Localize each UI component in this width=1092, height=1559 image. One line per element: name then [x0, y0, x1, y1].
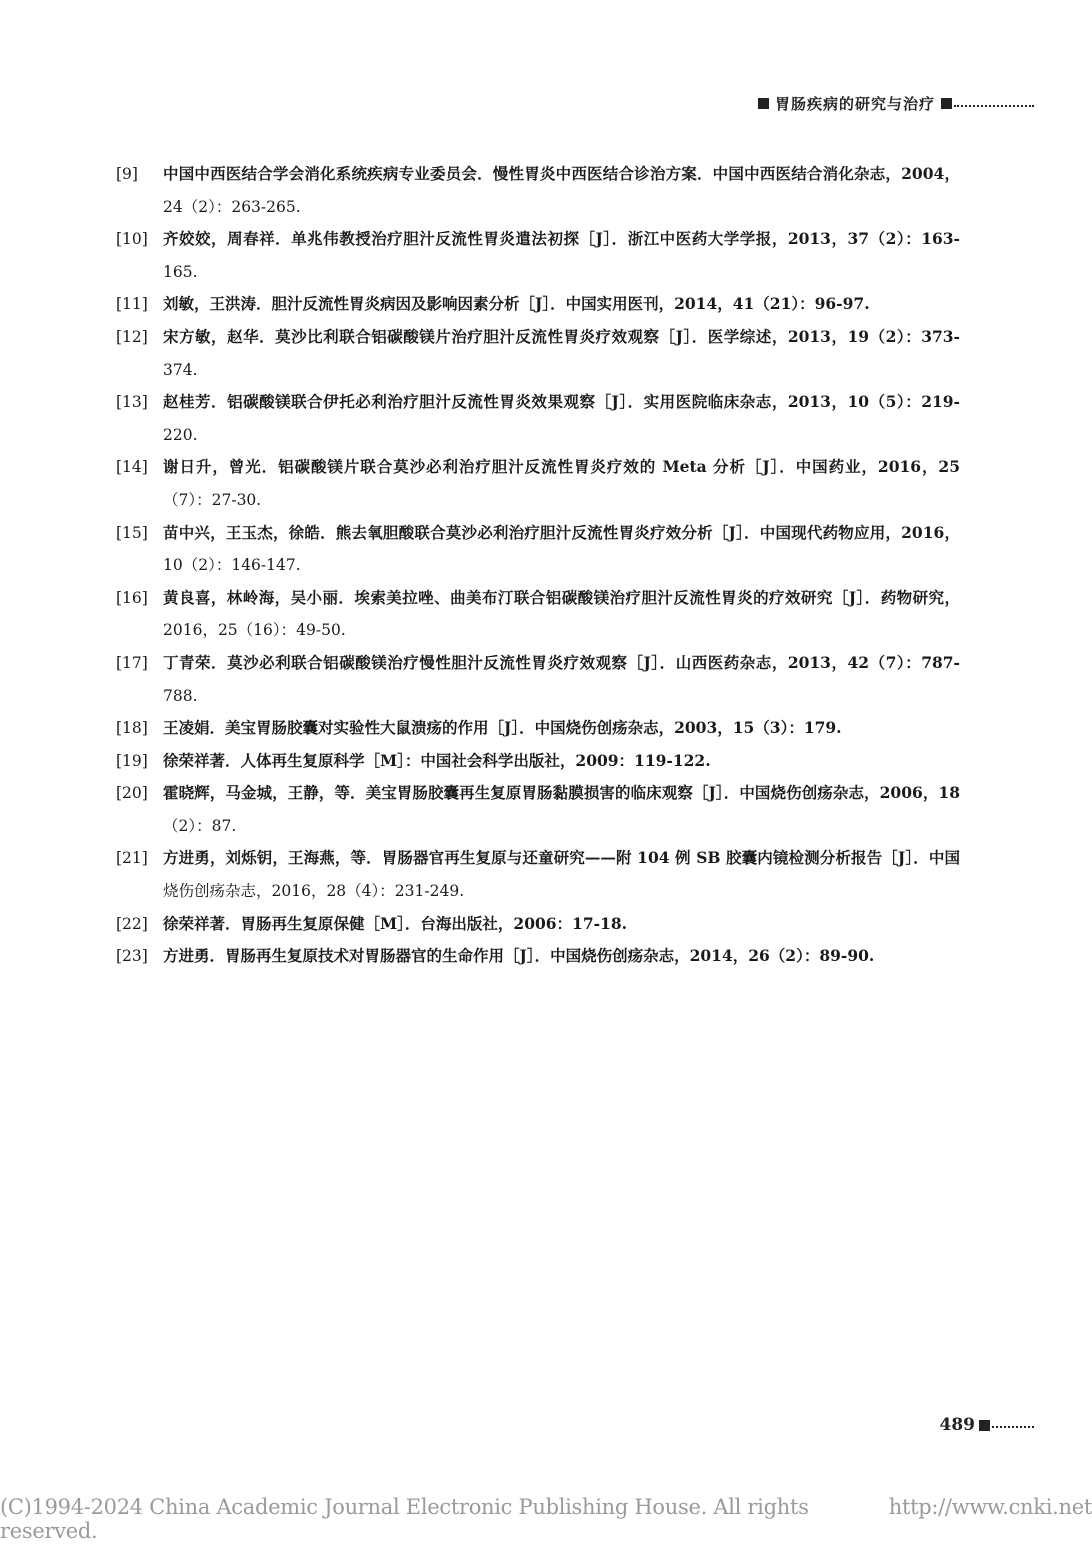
header-title: 胃肠疾病的研究与治疗 [774, 95, 935, 113]
square-bullet-icon [979, 1420, 990, 1431]
reference-text: 徐荣祥著．人体再生复原科学［M］：中国社会科学出版社，2009：119-122. [163, 750, 711, 770]
reference-number: [14] [116, 458, 148, 477]
reference-text: 徐荣祥著．胃肠再生复原保健［M］．台海出版社，2006：17-18. [163, 913, 628, 933]
reference-text: 齐姣姣，周春祥．单兆伟教授治疗胆汁反流性胃炎遣法初探［J］．浙江中医药大学学报，2013，37（2）：163-165. [163, 229, 960, 281]
reference-number: [11] [116, 295, 148, 314]
copyright-notice: (C)1994-2024 China Academic Journal Electronic Publishing House. All rights reserved. [0, 1495, 809, 1543]
reference-item [116, 842, 960, 907]
reference-number: [22] [116, 914, 148, 933]
reference-item [116, 908, 960, 941]
reference-text: 黄良喜，林岭海，吴小丽．埃索美拉唑、曲美布汀联合铝碳酸镁治疗胆汁反流性胃炎的疗效研究［J］．药物研究，2016，25（16）：49-50. [163, 587, 960, 640]
reference-item [116, 777, 960, 842]
reference-text: 丁青荣．莫沙必利联合铝碳酸镁治疗慢性胆汁反流性胃炎疗效观察［J］．山西医药杂志，2013，42（7）：787-788. [163, 652, 960, 705]
page-footer [940, 1415, 1035, 1435]
reference-item [116, 647, 960, 712]
reference-number: [9] [116, 165, 138, 183]
reference-number: [12] [116, 327, 148, 346]
reference-number: [16] [116, 588, 148, 607]
reference-text: 赵桂芳．铝碳酸镁联合伊托必利治疗胆汁反流性胃炎效果观察［J］．实用医院临床杂志，2013，10（5）：219-220. [163, 392, 960, 444]
reference-text: 刘敏，王洪涛．胆汁反流性胃炎病因及影响因素分析［J］．中国实用医刊，2014，41（21）：96-97. [163, 294, 870, 314]
reference-number: [23] [116, 947, 148, 966]
page-number: 489 [939, 1415, 975, 1435]
reference-number: [19] [116, 751, 148, 770]
reference-item [116, 288, 960, 321]
reference-item [116, 940, 960, 973]
reference-text: 方进勇．胃肠再生复原技术对胃肠器官的生命作用［J］．中国烧伤创疡杂志，2014，26（2）：89-90. [163, 946, 875, 966]
reference-item [116, 712, 960, 745]
reference-item [116, 158, 960, 223]
reference-text: 王凌娟．美宝胃肠胶囊对实验性大鼠溃疡的作用［J］．中国烧伤创疡杂志，2003，15（3）：179. [163, 718, 842, 738]
reference-text: 中国中西医结合学会消化系统疾病专业委员会．慢性胃炎中西医结合诊治方案．中国中西医结合消化杂志，2004，24（2）：263-265. [163, 164, 960, 216]
reference-item [116, 517, 960, 582]
square-bullet-icon [758, 98, 769, 109]
reference-text: 方进勇，刘烁钥，王海燕，等．胃肠器官再生复原与还童研究——附 104 例 SB 胶囊内镜检测分析报告［J］．中国烧伤创疡杂志，2016，28（4）：231-249. [163, 848, 960, 901]
reference-text: 宋方敏，赵华．莫沙比利联合铝碳酸镁片治疗胆汁反流性胃炎疗效观察［J］．医学综述，2013，19（2）：373-374. [163, 326, 960, 379]
reference-text: 霍晓辉，马金城，王静，等．美宝胃肠胶囊再生复原胃肠黏膜损害的临床观察［J］．中国烧伤创疡杂志，2006，18（2）：87. [163, 783, 960, 835]
reference-number: [18] [116, 719, 148, 738]
copyright-watermark [0, 1495, 1092, 1543]
reference-text: 苗中兴，王玉杰，徐皓．熊去氧胆酸联合莫沙必利治疗胆汁反流性胃炎疗效分析［J］．中国现代药物应用，2016，10（2）：146-147. [163, 522, 960, 575]
dotted-leader [954, 105, 1034, 107]
reference-item [116, 321, 960, 386]
running-header [758, 93, 1034, 114]
reference-item [116, 451, 960, 516]
square-bullet-icon [941, 98, 952, 109]
reference-number: [10] [116, 230, 148, 249]
reference-text: 谢日升，曾光．铝碳酸镁片联合莫沙必利治疗胆汁反流性胃炎疗效的 Meta 分析［J］．中国药业，2016，25（7）：27-30. [163, 457, 960, 509]
dotted-leader [992, 1426, 1034, 1428]
reference-number: [20] [116, 784, 148, 803]
reference-number: [17] [116, 653, 148, 672]
reference-list [116, 158, 960, 973]
reference-number: [15] [116, 523, 148, 542]
reference-item [116, 386, 960, 451]
reference-item [116, 582, 960, 647]
reference-item [116, 745, 960, 778]
copyright-url: http://www.cnki.net [888, 1495, 1092, 1519]
reference-number: [13] [116, 393, 148, 412]
reference-number: [21] [116, 849, 148, 868]
reference-item [116, 223, 960, 288]
